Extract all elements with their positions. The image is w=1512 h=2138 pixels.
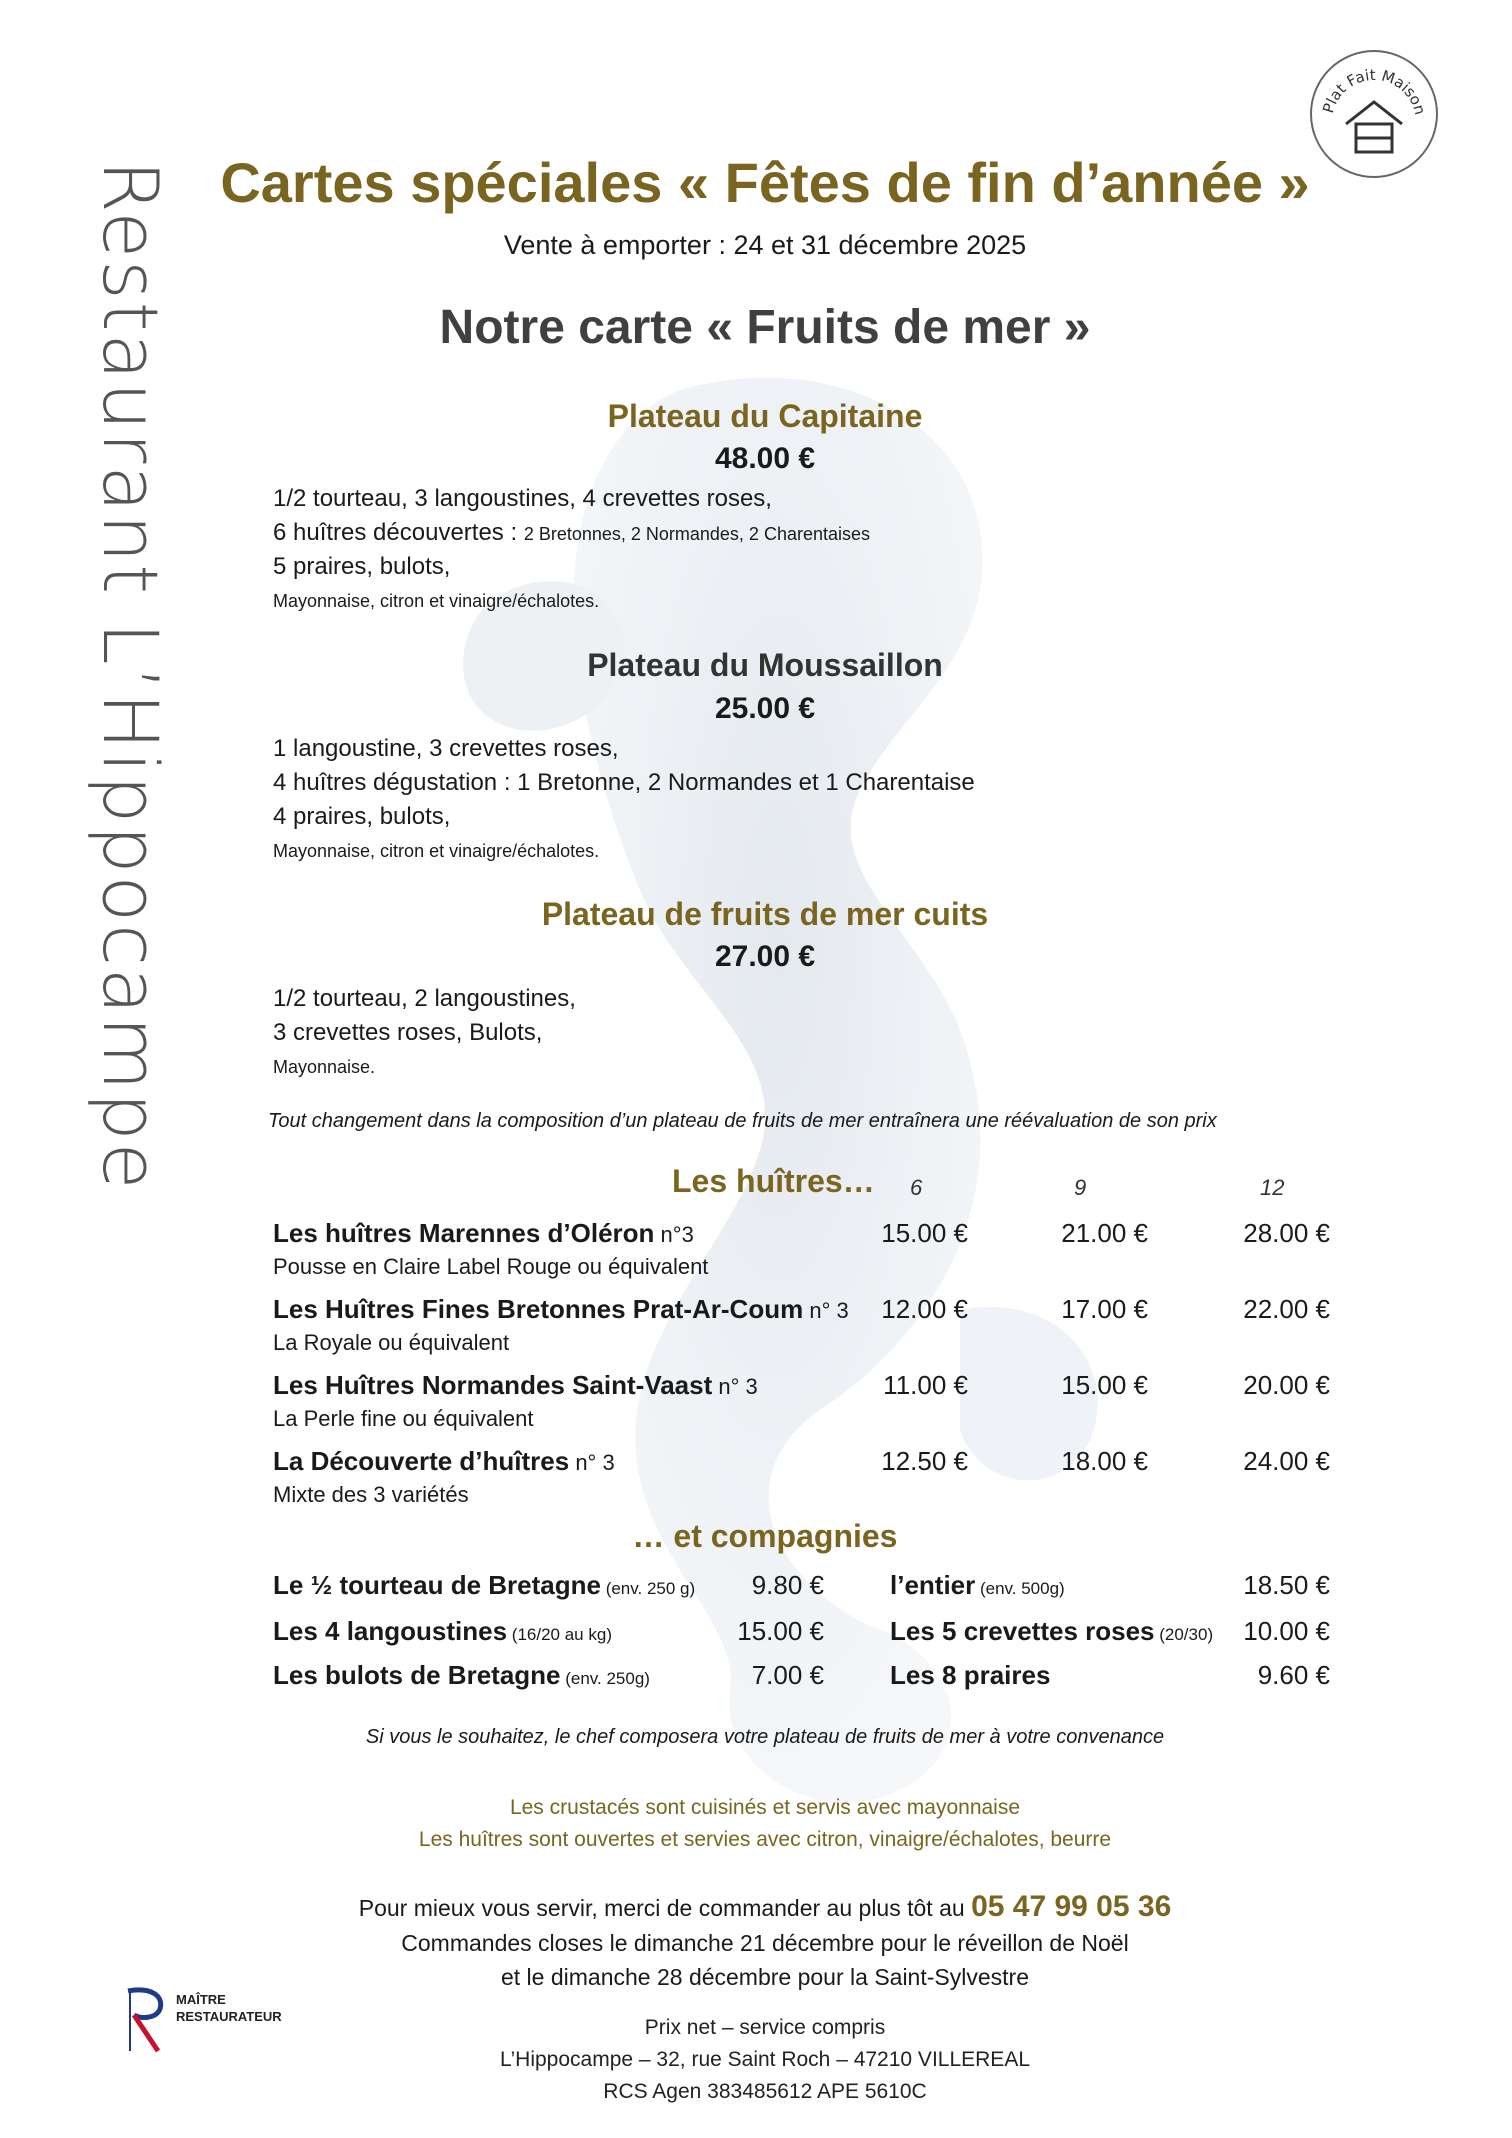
page-title: Cartes spéciales « Fêtes de fin d’année »	[220, 151, 1310, 214]
companion-item: Les 8 praires	[890, 1660, 1051, 1690]
plateau-line: Mayonnaise.	[273, 1057, 376, 1077]
companion-price: 9.60 €	[1257, 1660, 1330, 1690]
oyster-name: La Découverte d’huîtres n° 3	[273, 1446, 615, 1476]
plateau-line: Mayonnaise, citron et vinaigre/échalotes.	[273, 841, 600, 861]
plateau-name: Plateau du Capitaine	[607, 398, 923, 434]
order-line: et le dimanche 28 décembre pour la Saint-Sylvestre	[500, 1964, 1029, 1990]
plateau-price: 25.00 €	[714, 692, 816, 725]
service-note: Les huîtres sont ouvertes et servies avec citron, vinaigre/échalotes, beurre	[418, 1828, 1112, 1851]
oyster-price: 12.50 €	[881, 1446, 968, 1476]
oyster-price: 15.00 €	[1061, 1370, 1148, 1400]
section-title: Notre carte « Fruits de mer »	[439, 301, 1091, 354]
chef-note: Si vous le souhaitez, le chef composera votre plateau de fruits de mer à votre convenance	[365, 1726, 1165, 1748]
oyster-price: 28.00 €	[1243, 1218, 1330, 1248]
plateau-name: Plateau du Moussaillon	[587, 647, 943, 683]
companion-item: Les 5 crevettes roses (20/30)	[890, 1616, 1214, 1646]
maitre-line: RESTAURATEUR	[176, 2009, 282, 2024]
plateau-price: 48.00 €	[714, 442, 816, 475]
maitre-restaurateur-logo	[120, 1985, 290, 2065]
companion-price: 9.80 €	[751, 1570, 824, 1600]
oyster-price: 22.00 €	[1243, 1294, 1330, 1324]
footer-line: RCS Agen 383485612 APE 5610C	[603, 2080, 927, 2103]
oyster-sub: Pousse en Claire Label Rouge ou équivalent	[273, 1254, 709, 1279]
plateau-line: 6 huîtres découvertes : 2 Bretonnes, 2 Normandes, 2 Charentaises	[273, 519, 871, 546]
companion-price: 10.00 €	[1243, 1616, 1330, 1646]
column-header: 9	[1074, 1175, 1087, 1200]
companion-item: l’entier (env. 500g)	[890, 1570, 1065, 1600]
plateau-line: Mayonnaise, citron et vinaigre/échalotes.	[273, 591, 600, 611]
plateau-line: 3 crevettes roses, Bulots,	[273, 1019, 543, 1046]
plateau-line: 4 praires, bulots,	[273, 803, 451, 830]
oyster-price: 20.00 €	[1243, 1370, 1330, 1400]
vertical-restaurant-name: Restaurant L’Hippocampe	[86, 160, 175, 1192]
house-icon	[1312, 52, 1436, 176]
plateau-name: Plateau de fruits de mer cuits	[541, 896, 989, 932]
oyster-price: 12.00 €	[881, 1294, 968, 1324]
companions-header: … et compagnies	[632, 1518, 898, 1554]
maitre-line: MAÎTRE	[176, 1992, 226, 2007]
column-header: 12	[1260, 1175, 1285, 1200]
plateau-line: 5 praires, bulots,	[273, 553, 451, 580]
order-line: Pour mieux vous servir, merci de commander au plus tôt au 05 47 99 05 36	[358, 1890, 1172, 1923]
oyster-price: 24.00 €	[1243, 1446, 1330, 1476]
plateau-note: Tout changement dans la composition d’un plateau de fruits de mer entraînera une réévaluation de son prix	[268, 1110, 1217, 1132]
oyster-price: 21.00 €	[1061, 1218, 1148, 1248]
oyster-price: 18.00 €	[1061, 1446, 1148, 1476]
plateau-line: 1/2 tourteau, 2 langoustines,	[273, 985, 576, 1012]
plateau-line: 4 huîtres dégustation : 1 Bretonne, 2 Normandes et 1 Charentaise	[273, 769, 975, 796]
service-note: Les crustacés sont cuisinés et servis avec mayonnaise	[509, 1796, 1021, 1819]
oyster-price: 11.00 €	[883, 1370, 968, 1400]
phone-number: 05 47 99 05 36	[971, 1890, 1172, 1923]
plateau-price: 27.00 €	[714, 940, 816, 973]
plateau-line: 1 langoustine, 3 crevettes roses,	[273, 735, 619, 762]
oyster-price: 15.00 €	[881, 1218, 968, 1248]
oyster-sub: Mixte des 3 variétés	[273, 1482, 469, 1507]
companion-price: 7.00 €	[751, 1660, 824, 1690]
companion-item: Les 4 langoustines (16/20 au kg)	[273, 1616, 612, 1646]
companion-item: Le ½ tourteau de Bretagne (env. 250 g)	[273, 1570, 696, 1600]
subtitle: Vente à emporter : 24 et 31 décembre 2025	[503, 230, 1027, 260]
oyster-sub: La Royale ou équivalent	[273, 1330, 510, 1355]
companion-item: Les bulots de Bretagne (env. 250g)	[273, 1660, 650, 1690]
plateau-line: 1/2 tourteau, 3 langoustines, 4 crevettes roses,	[273, 485, 772, 512]
oyster-name: Les huîtres Marennes d’Oléron n°3	[273, 1218, 694, 1248]
footer-line: Prix net – service compris	[644, 2016, 886, 2039]
oyster-sub: La Perle fine ou équivalent	[273, 1406, 534, 1431]
oyster-name: Les Huîtres Fines Bretonnes Prat-Ar-Coum n° 3	[273, 1294, 849, 1324]
maitre-restaurateur-icon	[120, 1985, 170, 2057]
oyster-name: Les Huîtres Normandes Saint-Vaast n° 3	[273, 1370, 758, 1400]
order-line: Commandes closes le dimanche 21 décembre pour le réveillon de Noël	[401, 1930, 1129, 1956]
companion-price: 15.00 €	[737, 1616, 824, 1646]
footer-line: L’Hippocampe – 32, rue Saint Roch – 47210 VILLEREAL	[499, 2048, 1030, 2071]
column-header: 6	[910, 1175, 923, 1200]
oyster-price: 17.00 €	[1061, 1294, 1148, 1324]
oysters-header: Les huîtres…	[672, 1163, 875, 1199]
companion-price: 18.50 €	[1243, 1570, 1330, 1600]
svg-text:Plat Fait Maison: Plat Fait Maison	[1319, 65, 1430, 117]
